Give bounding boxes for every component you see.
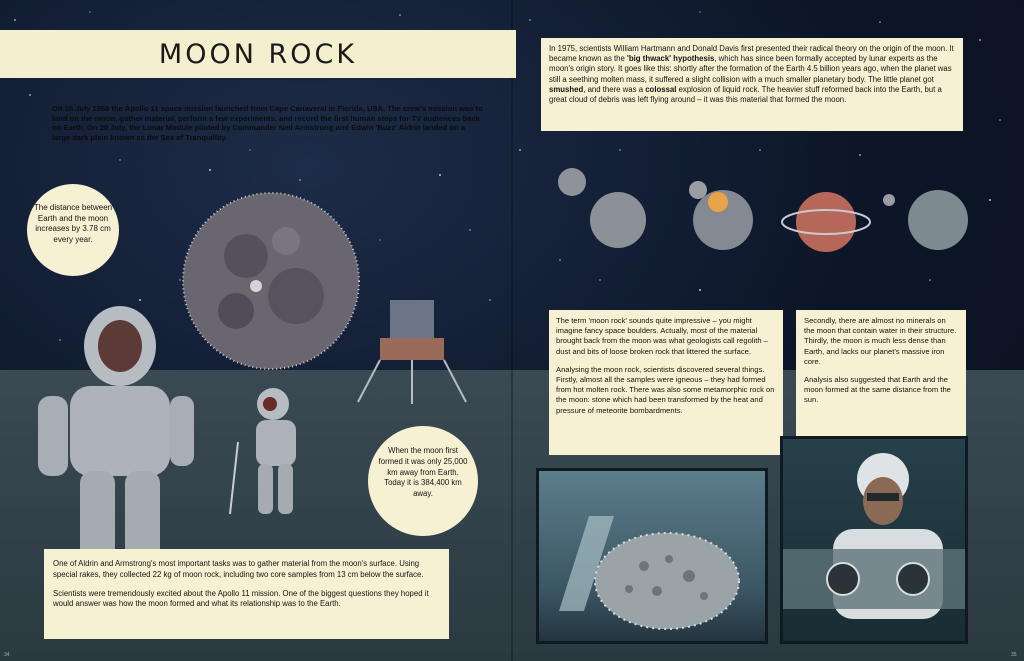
igneous-paragraph: Analysing the moon rock, scientists discovered several things. Firstly, almost all the samples were igneous – they had formed from hot molten rock. There was also some metamorphic rock on the moon: stone which had been transformed by the heat and pressure of meteorite bombardments. <box>556 364 775 415</box>
theory-text-2: , which has since been formally accepted by lunar experts as the moon's origin story. It goes like this: shortly after the formation of the Earth 4.5 billion years ago, when the planet was still a seething molten mass, it suffered a slight collision with a much smaller planetary body. The little planet got <box>549 54 952 84</box>
lab-scientist-panel <box>780 436 968 644</box>
moon-rock-sample-illustration <box>539 471 765 641</box>
moon-rock-sample-panel <box>536 468 768 644</box>
astronaut-with-rake-illustration <box>228 382 318 522</box>
rock-collection-text-box <box>44 549 449 639</box>
title-banner <box>0 30 516 78</box>
lunar-module-illustration <box>350 290 470 410</box>
right-page-number: 35 <box>1011 652 1017 658</box>
distance-fact-circle: The distance between Earth and the moon increases by 3.78 cm every year. <box>27 184 119 276</box>
big-thwack-text-box <box>541 38 963 131</box>
theory-term-smushed: smushed <box>549 84 584 94</box>
formation-distance-fact-circle: When the moon first formed it was only 25,000 km away from Earth. Today it is 384,400 km away. <box>368 426 478 536</box>
moon-rock-text-box <box>549 310 783 455</box>
book-spine <box>511 0 513 661</box>
regolith-paragraph: The term 'moon rock' sounds quite impressive – you might imagine fancy space boulders. Actually, most of the material brought back from the moon was what geologists call regolith – dust and bits of loose broken rock that littered the surface. <box>556 316 768 356</box>
astronaut-saluting-illustration <box>20 286 200 576</box>
excitement-paragraph: Scientists were tremendously excited about the Apollo 11 mission. One of the biggest questions they hoped it would answer was how the moon formed and what its relationship was to the Earth. <box>53 588 429 609</box>
theory-term-colossal: colossal <box>645 84 677 94</box>
same-distance-paragraph: Analysis also suggested that Earth and the moon formed at the same distance from the sun. <box>804 375 951 405</box>
minerals-text-box <box>796 310 966 448</box>
left-page-number: 34 <box>4 652 10 658</box>
intro-paragraph: On 16 July 1969 the Apollo 11 space mission launched from Cape Canaveral in Florida, USA. The crew's mission was to land on the moon, gather material, perform a few experiments, and record the first human steps for TV audiences back on Earth. On 20 July, the Lunar Module piloted by Commander Neil Armstrong and Edwin 'Buzz' Aldrin landed on a large dark plain known as the Sea of Tranquillity. <box>52 104 483 142</box>
theory-text-1: In 1975, scientists William Hartmann and Donald Davis first presented their radical theory on the origin of the moon. It became known as the <box>549 44 954 64</box>
theory-text-3: , and there was a <box>583 84 646 94</box>
theory-text-4: explosion of liquid rock. The heavier stuff reformed back into the Earth, but a great cloud of debris was left flying around – it was this material that formed the moon. <box>549 84 942 105</box>
page-title: MOON ROCK <box>158 39 358 70</box>
lab-scientist-illustration <box>783 439 965 641</box>
moon-formation-sequence-illustration <box>538 140 978 270</box>
full-moon-illustration <box>176 186 366 376</box>
rakes-paragraph: One of Aldrin and Armstrong's most important tasks was to gather material from the moon's surface. Using special rakes, they collected 22 kg of moon rock, including two core samples from 13 cm below the surface. <box>53 559 424 579</box>
theory-term-big-thwack: 'big thwack' hypothesis <box>627 54 715 64</box>
minerals-paragraph: Secondly, there are almost no minerals on the moon that contain water in their structure. Thirdly, the moon is much less dense than Earth, and lacks our planet's massive iron core. <box>804 316 957 366</box>
